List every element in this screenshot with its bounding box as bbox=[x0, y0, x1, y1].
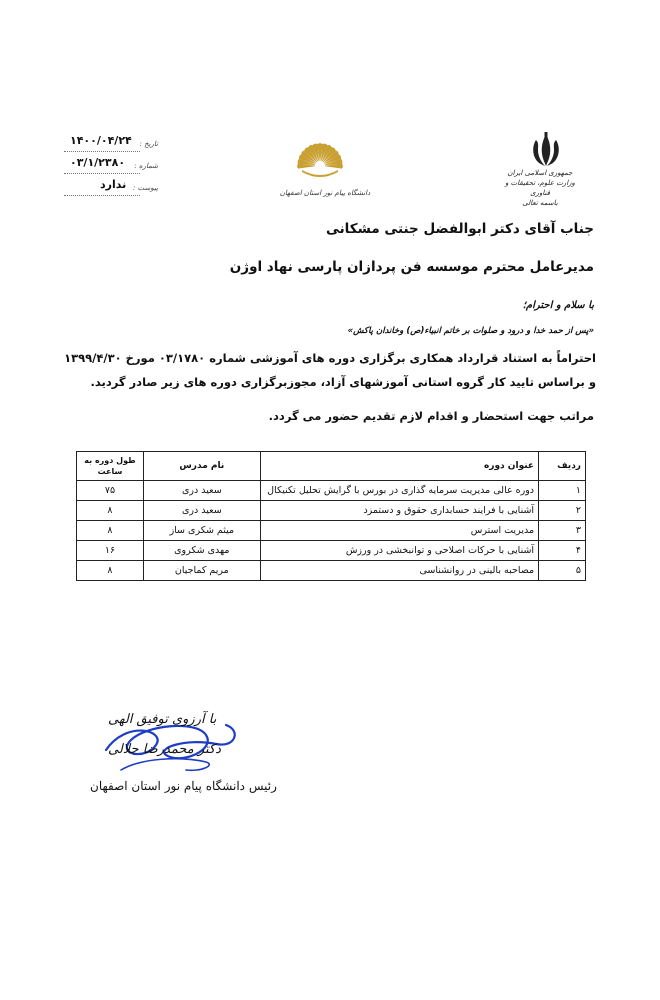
row-title: دوره عالی مدیریت سرمایه گذاری در بورس با گرایش تحلیل تکنیکال bbox=[260, 481, 538, 501]
number-value: ۰۳/۱/۲۳۸۰ bbox=[70, 156, 126, 169]
letter-body: احتراماً به استناد قرارداد همکاری برگزاری دوره های آموزشی شماره ۰۳/۱۷۸۰ مورخ ۱۳۹۹/۴/۳۰ و براساس تایید کار گروه استانی آموزشهای آزاد، مجوزبرگزاری دوره های زیر صادر گردید. bbox=[64, 351, 596, 389]
salutation: با سلام و احترام؛ bbox=[522, 300, 594, 311]
signature-greeting: با آرزوی توفیق الهی bbox=[108, 712, 217, 727]
header-title: عنوان دوره bbox=[260, 452, 538, 481]
logo-base bbox=[302, 170, 338, 177]
row-teacher: مریم کماجیان bbox=[143, 561, 260, 581]
table-row bbox=[77, 481, 586, 501]
attachment-underline bbox=[64, 195, 140, 196]
date-value: ۱۴۰۰/۰۴/۲۴ bbox=[70, 134, 132, 147]
row-teacher: مهدی شکروی bbox=[143, 541, 260, 561]
row-hours: ۸ bbox=[77, 501, 144, 521]
attachment-value: ندارد bbox=[100, 178, 127, 191]
praise-line: «پس از حمد خدا و درود و صلوات بر خاتم انبیاء(ص) وخاندان پاکش» bbox=[347, 326, 594, 336]
iran-emblem-icon bbox=[526, 130, 566, 172]
row-title: آشنایی با حرکات اصلاحی و توانبخشی در ورزش bbox=[260, 541, 538, 561]
ministry-header bbox=[500, 168, 580, 208]
row-title: آشنایی با فرایند حسابداری حقوق و دستمزد bbox=[260, 501, 538, 521]
header-teacher: نام مدرس bbox=[143, 452, 260, 481]
row-index: ۱ bbox=[539, 481, 586, 501]
ministry-line: باسمه تعالی bbox=[522, 199, 558, 207]
date-label: تاریخ : bbox=[139, 140, 158, 148]
row-teacher: سعید دری bbox=[143, 501, 260, 521]
row-hours: ۱۶ bbox=[77, 541, 144, 561]
number-row bbox=[62, 154, 172, 176]
recipient-title: مدیرعامل محترم موسسه فن پردازان پارسی نهاد اوژن bbox=[229, 259, 594, 275]
date-row bbox=[62, 132, 172, 154]
recipient-name: جناب آقای دکتر ابوالفضل جنتی مشکانی bbox=[325, 221, 594, 237]
row-title: مصاحبه بالینی در روانشناسی bbox=[260, 561, 538, 581]
row-index: ۲ bbox=[539, 501, 586, 521]
signatory-title: رئیس دانشگاه پیام نور استان اصفهان bbox=[90, 779, 277, 793]
courses-table bbox=[76, 451, 586, 581]
attachment-label: پیوست : bbox=[133, 184, 158, 192]
row-teacher: میثم شکری ساز bbox=[143, 521, 260, 541]
row-index: ۵ bbox=[539, 561, 586, 581]
header-hours: طول دوره به ساعت bbox=[77, 452, 144, 481]
letter-meta bbox=[62, 132, 172, 198]
university-logo-icon bbox=[288, 140, 352, 186]
table-row bbox=[77, 501, 586, 521]
row-index: ۳ bbox=[539, 521, 586, 541]
number-underline bbox=[64, 173, 140, 174]
row-hours: ۷۵ bbox=[77, 481, 144, 501]
date-underline bbox=[64, 151, 140, 152]
table-row bbox=[77, 521, 586, 541]
table-row bbox=[77, 541, 586, 561]
table-header-row bbox=[77, 452, 586, 481]
ministry-line: جمهوری اسلامی ایران bbox=[507, 169, 573, 177]
logo-caption: دانشگاه پیام نور استان اصفهان bbox=[279, 189, 371, 197]
closing-line: مراتب جهت استحضار و اقدام لازم تقدیم حضور می گردد. bbox=[268, 409, 594, 423]
row-hours: ۸ bbox=[77, 521, 144, 541]
attachment-row bbox=[62, 176, 172, 198]
ministry-line: وزارت علوم، تحقیقات و فناوری bbox=[505, 179, 575, 197]
row-teacher: سعید دری bbox=[143, 481, 260, 501]
row-title: مدیریت استرس bbox=[260, 521, 538, 541]
table-row bbox=[77, 561, 586, 581]
row-index: ۴ bbox=[539, 541, 586, 561]
number-label: شماره : bbox=[134, 162, 158, 170]
signatory-name: دکتر محمدرضا جلالی bbox=[108, 742, 221, 757]
header-index: ردیف bbox=[539, 452, 586, 481]
row-hours: ۸ bbox=[77, 561, 144, 581]
